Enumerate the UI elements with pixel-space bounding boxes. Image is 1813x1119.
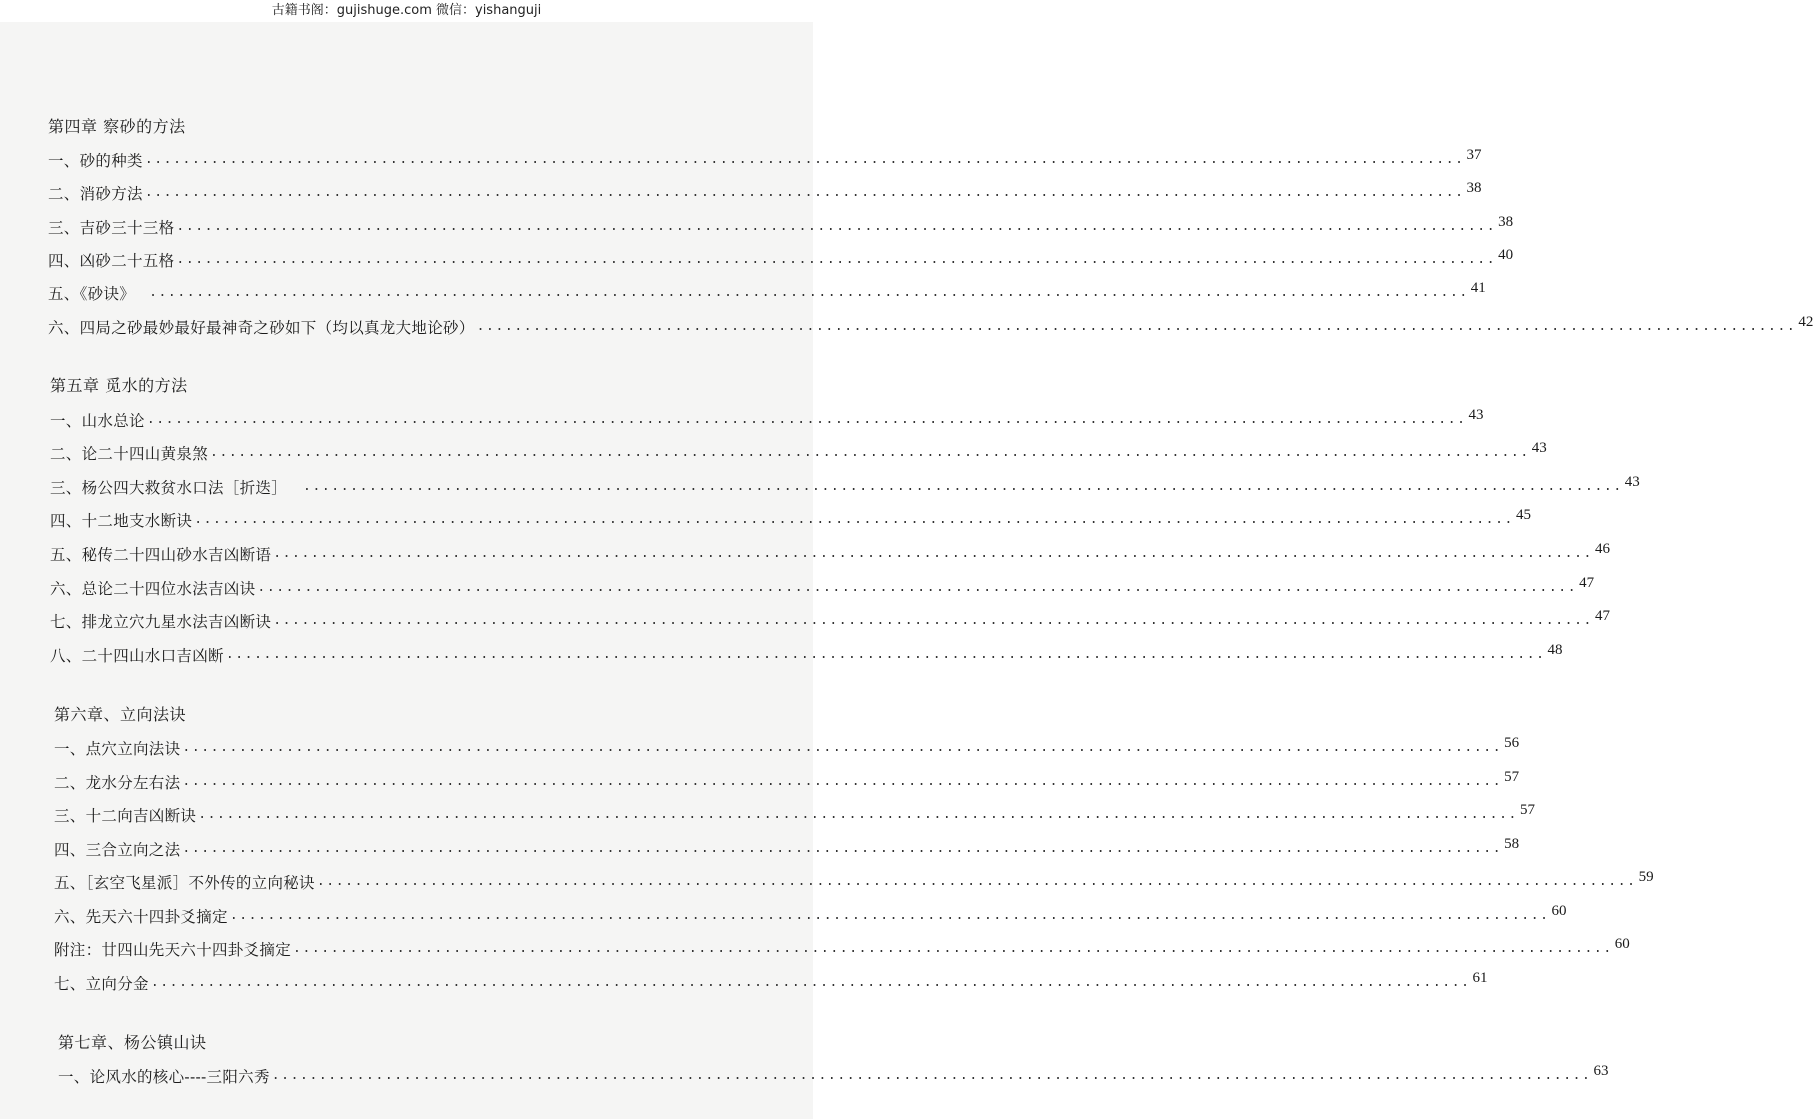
chapter-title: 第四章 察砂的方法 xyxy=(48,117,186,136)
entry-label: 三、吉砂三十三格 xyxy=(48,219,175,237)
entry-page: 57 xyxy=(1504,769,1520,785)
entry-page: 61 xyxy=(1472,970,1488,986)
chapter-title: 第七章、杨公镇山诀 xyxy=(58,1033,207,1052)
dot-leader: ............................................................................................................................................ xyxy=(225,647,1546,662)
entry-label: 附注：廿四山先天六十四卦爻摘定 xyxy=(54,941,292,959)
entry-page: 46 xyxy=(1594,541,1610,557)
toc-entry xyxy=(54,903,1567,928)
dot-leader: ............................................................................................................................................ xyxy=(303,479,1623,494)
entry-label: 七、立向分金 xyxy=(54,975,149,993)
entry-page: 48 xyxy=(1547,642,1563,658)
dot-leader: ............................................................................................................................................ xyxy=(182,841,1503,856)
entry-label: 二、论二十四山黄泉煞 xyxy=(50,445,209,463)
toc-entry xyxy=(50,575,1595,600)
entry-page: 38 xyxy=(1498,214,1514,230)
entry-page: 41 xyxy=(1470,280,1486,296)
toc-entry xyxy=(50,407,1484,432)
entry-label: 五、［玄空飞星派］不外传的立向秘诀 xyxy=(54,874,315,892)
toc-entry xyxy=(54,936,1630,961)
dot-leader: ............................................................................................................................................ xyxy=(144,185,1465,200)
entry-page: 43 xyxy=(1624,474,1640,490)
entry-page: 37 xyxy=(1466,147,1482,163)
toc-entry xyxy=(50,474,1640,499)
dot-leader: ............................................................................................................................................ xyxy=(316,874,1637,889)
toc-entry xyxy=(48,147,1482,172)
entry-label: 一、砂的种类 xyxy=(48,152,143,170)
toc-entry xyxy=(48,314,1813,339)
toc-entry xyxy=(48,247,1514,272)
dot-leader: ............................................................................................................................................ xyxy=(176,252,1497,267)
entry-page: 47 xyxy=(1594,608,1610,624)
dot-leader: ............................................................................................................................................ xyxy=(194,512,1514,527)
entry-label: 四、凶砂二十五格 xyxy=(48,252,175,270)
chapter-title: 第六章、立向法诀 xyxy=(54,705,187,724)
entry-page: 63 xyxy=(1593,1063,1609,1079)
entry-page: 56 xyxy=(1504,735,1520,751)
entry-label: 三、杨公四大救贫水口法［折迭］ xyxy=(50,479,288,497)
dot-leader: ............................................................................................................................................ xyxy=(150,975,1471,990)
toc-entry xyxy=(54,802,1535,827)
toc-entry xyxy=(48,180,1482,205)
entry-page: 47 xyxy=(1579,575,1595,591)
watermark-text: 古籍书阁：gujishuge.com 微信：yishanguji xyxy=(271,3,542,18)
entry-page: 45 xyxy=(1515,507,1531,523)
dot-leader: ............................................................................................................................................ xyxy=(182,740,1503,755)
toc-entry xyxy=(50,642,1563,667)
entry-label: 四、三合立向之法 xyxy=(54,841,181,859)
toc-entry xyxy=(54,769,1520,794)
dot-leader: ............................................................................................................................................ xyxy=(144,152,1465,167)
dot-leader: ............................................................................................................................................ xyxy=(273,546,1593,561)
entry-page: 57 xyxy=(1519,802,1535,818)
entry-page: 60 xyxy=(1551,903,1567,919)
entry-label: 一、山水总论 xyxy=(50,412,145,430)
dot-leader: ............................................................................................................................................ xyxy=(229,908,1550,923)
dot-leader: ............................................................................................................................................ xyxy=(271,1068,1592,1083)
watermark-header xyxy=(0,0,813,22)
dot-leader: ............................................................................................................................................ xyxy=(149,285,1469,300)
entry-label: 一、点穴立向法诀 xyxy=(54,740,181,758)
toc-entry xyxy=(54,836,1520,861)
toc-page xyxy=(0,22,1813,1119)
dot-leader: ............................................................................................................................................ xyxy=(476,319,1797,334)
toc-entry xyxy=(50,507,1531,532)
entry-page: 43 xyxy=(1468,407,1484,423)
entry-label: 六、总论二十四位水法吉凶诀 xyxy=(50,580,256,598)
entry-page: 42 xyxy=(1798,314,1813,330)
entry-page: 59 xyxy=(1638,869,1654,885)
entry-page: 60 xyxy=(1614,936,1630,952)
dot-leader: ............................................................................................................................................ xyxy=(176,219,1497,234)
toc-entry xyxy=(58,1063,1609,1088)
dot-leader: ............................................................................................................................................ xyxy=(273,613,1593,628)
entry-label: 七、排龙立穴九星水法吉凶断诀 xyxy=(50,613,272,631)
entry-page: 38 xyxy=(1466,180,1482,196)
dot-leader: ............................................................................................................................................ xyxy=(210,445,1530,460)
dot-leader: ............................................................................................................................................ xyxy=(198,807,1518,822)
entry-label: 五、秘传二十四山砂水吉凶断语 xyxy=(50,546,272,564)
toc-entry xyxy=(48,280,1486,305)
entry-label: 三、十二向吉凶断诀 xyxy=(54,807,197,825)
dot-leader: ............................................................................................................................................ xyxy=(293,941,1613,956)
entry-page: 40 xyxy=(1498,247,1514,263)
dot-leader: ............................................................................................................................................ xyxy=(146,412,1467,427)
toc-entry xyxy=(50,608,1610,633)
entry-label: 五、《砂诀》 xyxy=(48,285,136,303)
chapter-title: 第五章 觅水的方法 xyxy=(50,376,188,395)
toc-entry xyxy=(54,735,1520,760)
dot-leader: ............................................................................................................................................ xyxy=(257,580,1578,595)
toc-entry xyxy=(54,970,1488,995)
toc-entry xyxy=(50,440,1547,465)
entry-page: 58 xyxy=(1504,836,1520,852)
entry-label: 六、先天六十四卦爻摘定 xyxy=(54,908,228,926)
dot-leader: ............................................................................................................................................ xyxy=(182,774,1503,789)
entry-label: 四、十二地支水断诀 xyxy=(50,512,193,530)
entry-label: 八、二十四山水口吉凶断 xyxy=(50,647,224,665)
toc-entry xyxy=(54,869,1654,894)
entry-label: 二、龙水分左右法 xyxy=(54,774,181,792)
entry-label: 六、四局之砂最妙最好最神奇之砂如下（均以真龙大地论砂） xyxy=(48,319,475,337)
toc-entry xyxy=(50,541,1610,566)
entry-label: 一、论风水的核心----三阳六秀 xyxy=(58,1068,270,1086)
entry-label: 二、消砂方法 xyxy=(48,185,143,203)
toc-entry xyxy=(48,214,1514,239)
entry-page: 43 xyxy=(1531,440,1547,456)
